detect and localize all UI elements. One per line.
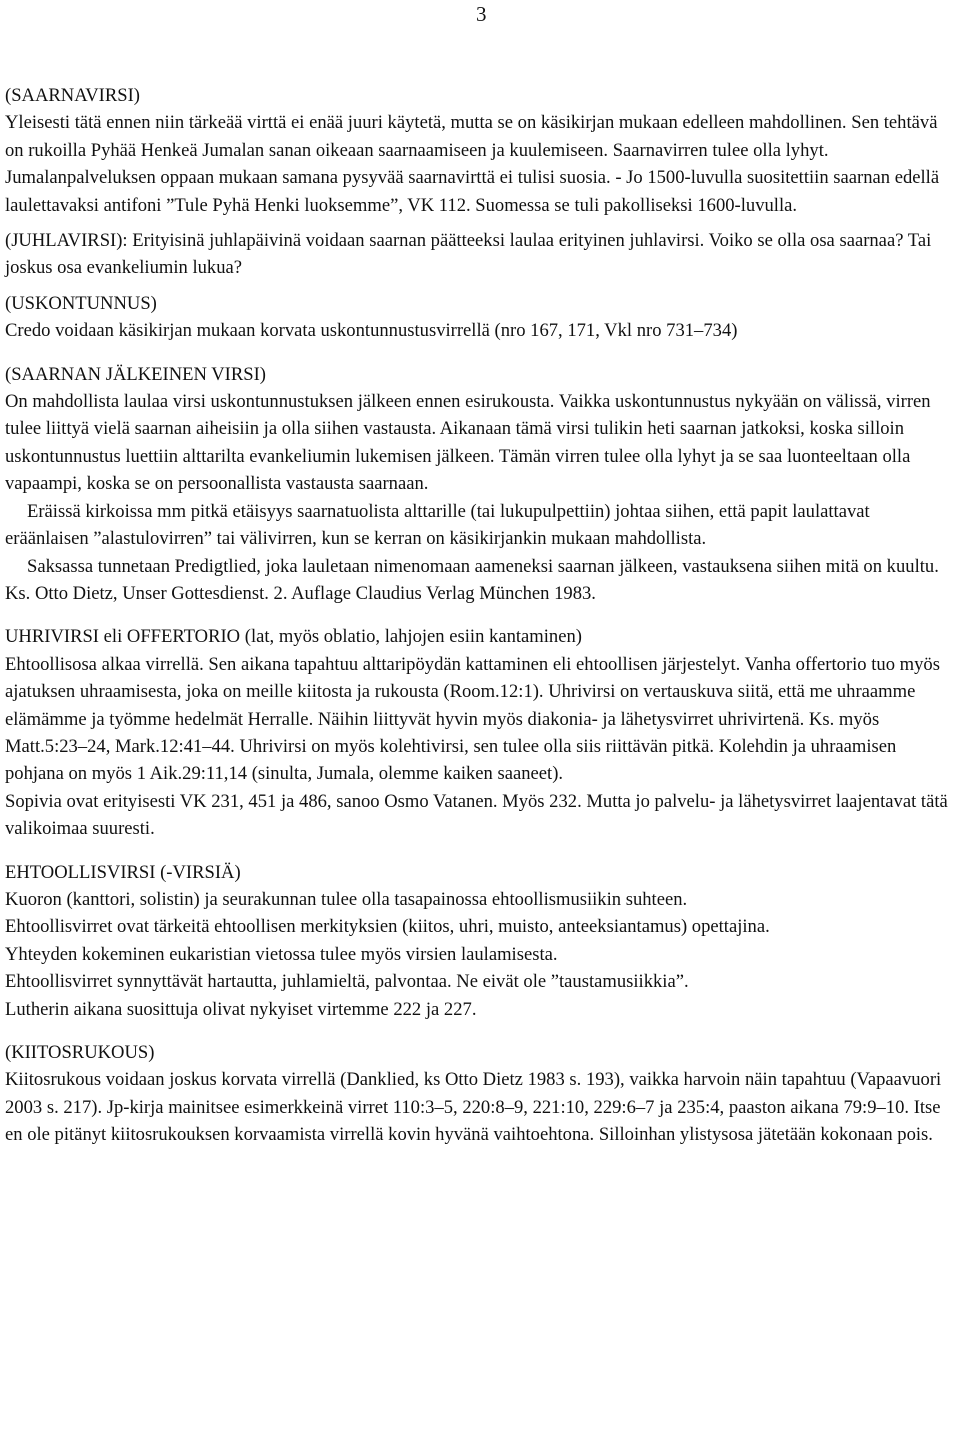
section-saarnan-jalkeinen-virsi: [5, 361, 955, 608]
paragraph: Kuoron (kanttori, solistin) ja seurakunnan tulee olla tasapainossa ehtoollismusiikin suhteen.: [5, 888, 688, 910]
document-body: [5, 82, 955, 1149]
section-ehtoollisvirsi: [5, 859, 955, 1023]
paragraph: On mahdollista laulaa virsi uskontunnustuksen jälkeen ennen esirukousta. Vaikka uskontunnustus nykyään on välissä, virren tulee liittyä vielä saarnan aiheisiin ja olla siihen vastausta. Aikanaan tämä virsi tulikin heti saarnan jatkoksi, koska silloin uskontunnustus luettiin alttarilta evankeliumin lukemisen jälkeen. Tämän virren tulee olla lyhyt ja se saa luonteeltaan olla vapaampi, koska se on persoonallista vastausta saarnaan.: [5, 391, 931, 495]
paragraph: Kiitosrukous voidaan joskus korvata virrellä (Danklied, ks Otto Dietz 1983 s. 193), vaikka harvoin näin tapahtuu (Vapaavuori 2003 s. 217). Jp-kirja mainitsee esimerkkeinä virret 110:3–5, 220:8–9, 221:10, 229:6–7 ja 235:4, paaston aikana 79:9–10. Itse en ole pitänyt kiitosrukouksen korvaamista virrellä kovin hyvänä vaihtoehtona. Silloinhan ylistysosa jätetään kokonaan pois.: [5, 1069, 942, 1146]
section-heading: (USKONTUNNUS): [5, 292, 157, 314]
section-heading: EHTOOLLISVIRSI (-VIRSIÄ): [5, 861, 241, 883]
section-kiitosrukous: [5, 1039, 955, 1149]
paragraph: Ehtoollisvirret ovat tärkeitä ehtoollisen merkityksien (kiitos, uhri, muisto, anteeksiantamus) opettajina.: [5, 916, 770, 938]
paragraph: Credo voidaan käsikirjan mukaan korvata uskontunnustusvirrellä (nro 167, 171, Vkl nro 731–734): [5, 320, 738, 342]
paragraph: Ehtoollisosa alkaa virrellä. Sen aikana tapahtuu alttaripöydän kattaminen eli ehtoollisen järjestelyt. Vanha offertorio tuo myös ajatuksen uhraamisesta, joka on meille kiitosta ja rukousta (Room.12:1). Uhrivirsi on vertauskuva siitä, että me uhraamme elämämme ja työmme hedelmät Herralle. Näihin liittyvät hyvin myös diakonia- ja lähetysvirret uhrivirtenä. Ks. myös Matt.5:23–24, Mark.12:41–44. Uhrivirsi on myös kolehtivirsi, sen tulee olla siis riittävän pitkä. Kolehdin ja uhraamisen pohjana on myös 1 Aik.29:11,14 (sinulta, Jumala, olemme kaiken saaneet).: [5, 653, 940, 785]
section-uskontunnus: [5, 290, 955, 345]
section-heading: (SAARNAVIRSI): [5, 85, 140, 106]
section-heading: (SAARNAN JÄLKEINEN VIRSI): [5, 363, 266, 385]
paragraph: Yleisesti tätä ennen niin tärkeää virttä ei enää juuri käytetä, mutta se on käsikirjan mukaan edelleen mahdollinen. Sen tehtävä on rukoilla Pyhää Henkeä Jumalan sanan oikeaan saarnaamiseen ja kuulemiseen. Saarnavirren tulee olla lyhyt. Jumalanpalveluksen oppaan mukaan samana pysyvää saarnavirttä ei tulisi suosia. - Jo 1500-luvulla suositettiin saarnan edellä laulettavaksi antifoni ”Tule Pyhä Henki luoksemme”, VK 112. Suomessa se tuli pakolliseksi 1600-luvulla.: [5, 112, 940, 216]
paragraph: Ehtoollisvirret synnyttävät hartautta, juhlamieltä, palvontaa. Ne eivät ole ”taustamusiikkia”.: [5, 971, 689, 993]
paragraph: Saksassa tunnetaan Predigtlied, joka lauletaan nimenomaan aameneksi saarnan jälkeen, vastauksena siihen mitä on kuultu. Ks. Otto Dietz, Unser Gottesdienst. 2. Auflage Claudius Verlag München 1983.: [5, 555, 939, 604]
paragraph: Yhteyden kokeminen eukaristian vietossa tulee myös virsien laulamisesta.: [5, 943, 558, 965]
section-saarnavirsi: [5, 82, 955, 219]
paragraph: Eräissä kirkoissa mm pitkä etäisyys saarnatuolista alttarille (tai lukupulpettiin) johtaa siihen, että papit laulattavat eräänlaisen ”alastulovirren” tai välivirren, kun se kerran on käsikirjankin mukaan mahdollista.: [5, 500, 870, 550]
section-uhrivirsi: [5, 623, 955, 842]
section-heading: (KIITOSRUKOUS): [5, 1042, 155, 1063]
paragraph: Lutherin aikana suosittuja olivat nykyiset virtemme 222 ja 227.: [5, 998, 477, 1020]
section-heading: UHRIVIRSI eli OFFERTORIO (lat, myös oblatio, lahjojen esiin kantaminen): [5, 626, 582, 648]
section-juhlavirsi: [5, 227, 955, 282]
page-number: 3: [476, 2, 487, 26]
paragraph: Sopivia ovat erityisesti VK 231, 451 ja 486, sanoo Osmo Vatanen. Myös 232. Mutta jo palvelu- ja lähetysvirret laajentavat tätä valikoimaa suuresti.: [5, 790, 948, 840]
paragraph: (JUHLAVIRSI): Erityisinä juhlapäivinä voidaan saarnan päätteeksi laulaa erityinen juhlavirsi. Voiko se olla osa saarnaa? Tai joskus osa evankeliumin lukua?: [5, 230, 932, 279]
